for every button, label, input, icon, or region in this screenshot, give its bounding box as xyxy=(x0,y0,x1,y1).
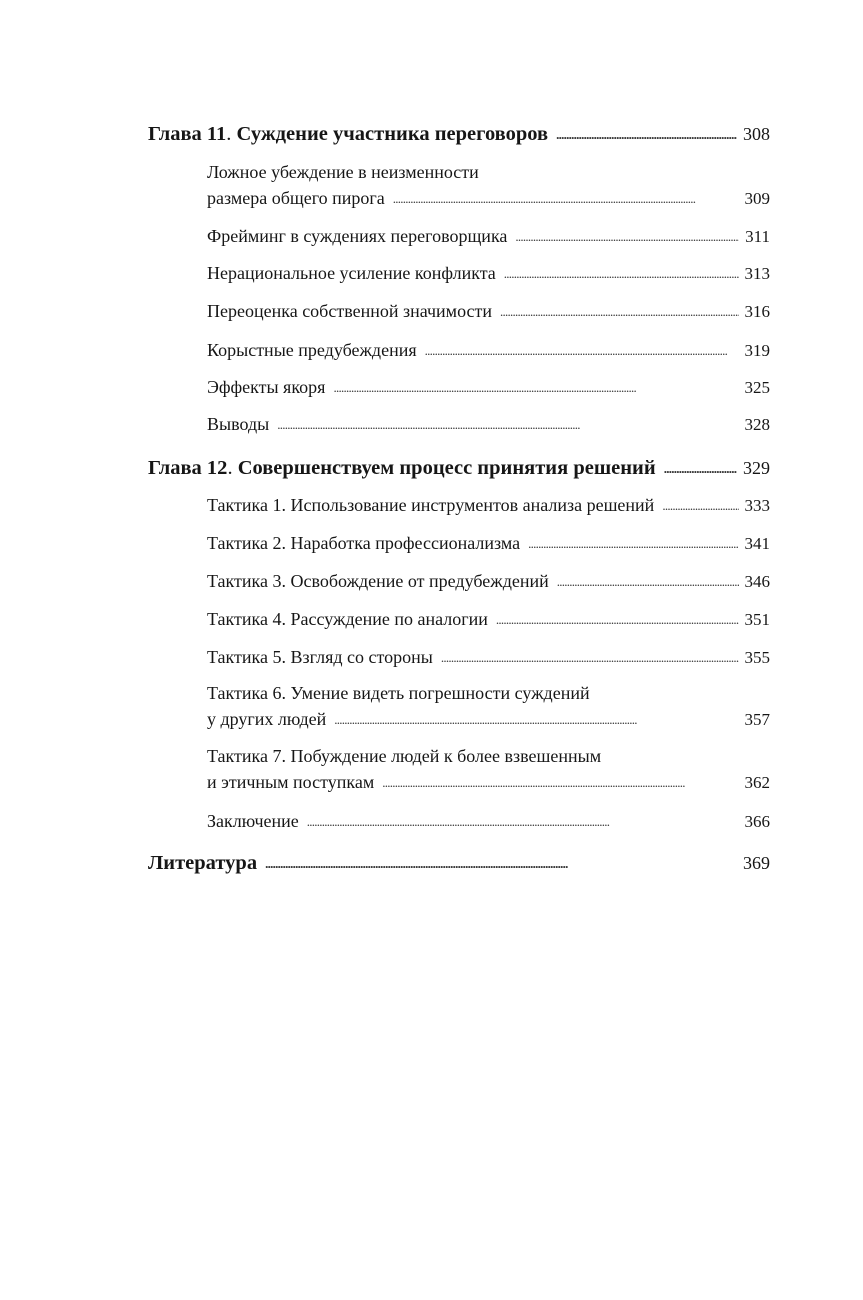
page-number: 309 xyxy=(744,189,770,208)
toc-entry xyxy=(207,530,770,558)
dot-leader xyxy=(425,338,739,364)
section-title-line-2: у других людей xyxy=(207,709,327,729)
dot-leader xyxy=(307,809,739,835)
page-number: 351 xyxy=(744,610,770,629)
section-title-line-1: Тактика 6. Умение видеть погрешности суждений xyxy=(207,683,590,703)
chapter-12-heading xyxy=(148,453,770,483)
section-title: Нерациональное усиление конфликта xyxy=(207,263,496,283)
page-number: 355 xyxy=(744,648,770,667)
section-title: Переоценка собственной значимости xyxy=(207,301,493,321)
dot-leader xyxy=(662,493,738,519)
toc-section xyxy=(207,743,770,797)
toc-section xyxy=(207,159,770,213)
chapter-11-heading xyxy=(148,119,770,149)
toc-entry xyxy=(207,374,770,402)
section-title-line-2: размера общего пирога xyxy=(207,188,385,208)
page-number: 311 xyxy=(745,227,770,246)
toc-entry xyxy=(207,298,770,326)
page-number: 333 xyxy=(744,496,770,515)
page-number: 325 xyxy=(744,378,770,397)
section-title: Тактика 5. Взгляд со стороны xyxy=(207,647,433,667)
dot-leader xyxy=(496,607,739,633)
dot-leader xyxy=(265,849,737,879)
dot-leader xyxy=(333,375,738,401)
page-number: 369 xyxy=(743,853,770,873)
page-number: 329 xyxy=(743,458,770,478)
section-title-line-1: Ложное убеждение в неизменности xyxy=(207,162,479,182)
toc-entry xyxy=(207,568,770,596)
section-title: Фрейминг в суждениях переговорщика xyxy=(207,226,508,246)
chapter-title: Глава 12. Совершенствуем процесс принятия решений xyxy=(148,457,656,479)
dot-leader xyxy=(382,770,738,796)
dot-leader xyxy=(515,224,739,250)
toc-entry xyxy=(207,260,770,288)
section-title: Заключение xyxy=(207,811,299,831)
page-number: 328 xyxy=(744,415,770,434)
toc-entry xyxy=(207,411,770,439)
page-number: 316 xyxy=(744,302,770,321)
toc-entry xyxy=(207,769,770,797)
page-number: 366 xyxy=(744,812,770,831)
section-title: Тактика 3. Освобождение от предубеждений xyxy=(207,571,549,591)
toc-entry xyxy=(207,808,770,836)
page-number: 313 xyxy=(744,264,770,283)
section-title: Выводы xyxy=(207,414,270,434)
dot-leader xyxy=(334,707,738,733)
section-title-line-1: Тактика 7. Побуждение людей к более взвешенным xyxy=(207,746,602,766)
page-number: 308 xyxy=(743,124,770,144)
references-heading xyxy=(148,848,770,878)
toc-entry xyxy=(207,606,770,634)
chapter-title: Глава 11. Суждение участника переговоров xyxy=(148,123,549,145)
dot-leader xyxy=(500,299,738,325)
dot-leader xyxy=(556,120,737,150)
page-number: 357 xyxy=(744,710,770,729)
dot-leader xyxy=(557,569,739,595)
section-title: Тактика 2. Наработка профессионализма xyxy=(207,533,521,553)
toc-entry xyxy=(207,185,770,213)
section-title: Тактика 4. Рассуждение по аналогии xyxy=(207,609,488,629)
toc-entry xyxy=(207,492,770,520)
toc-entry xyxy=(207,223,770,251)
dot-leader xyxy=(504,261,739,287)
page-number: 362 xyxy=(744,773,770,792)
dot-leader xyxy=(441,645,739,671)
toc-entry xyxy=(207,337,770,365)
section-title: Корыстные предубеждения xyxy=(207,340,417,360)
dot-leader xyxy=(393,186,739,212)
page-number: 341 xyxy=(744,534,770,553)
page-number: 319 xyxy=(744,341,770,360)
toc-section xyxy=(207,680,770,734)
dot-leader xyxy=(277,412,738,438)
section-title: Эффекты якоря xyxy=(207,377,326,397)
section-title-line-2: и этичным поступкам xyxy=(207,772,375,792)
toc-entry xyxy=(207,706,770,734)
page-number: 346 xyxy=(744,572,770,591)
dot-leader xyxy=(528,531,738,557)
section-title: Тактика 1. Использование инструментов анализа решений xyxy=(207,495,655,515)
dot-leader xyxy=(664,454,737,484)
toc-entry xyxy=(207,644,770,672)
chapter-title: Литература xyxy=(148,852,258,874)
